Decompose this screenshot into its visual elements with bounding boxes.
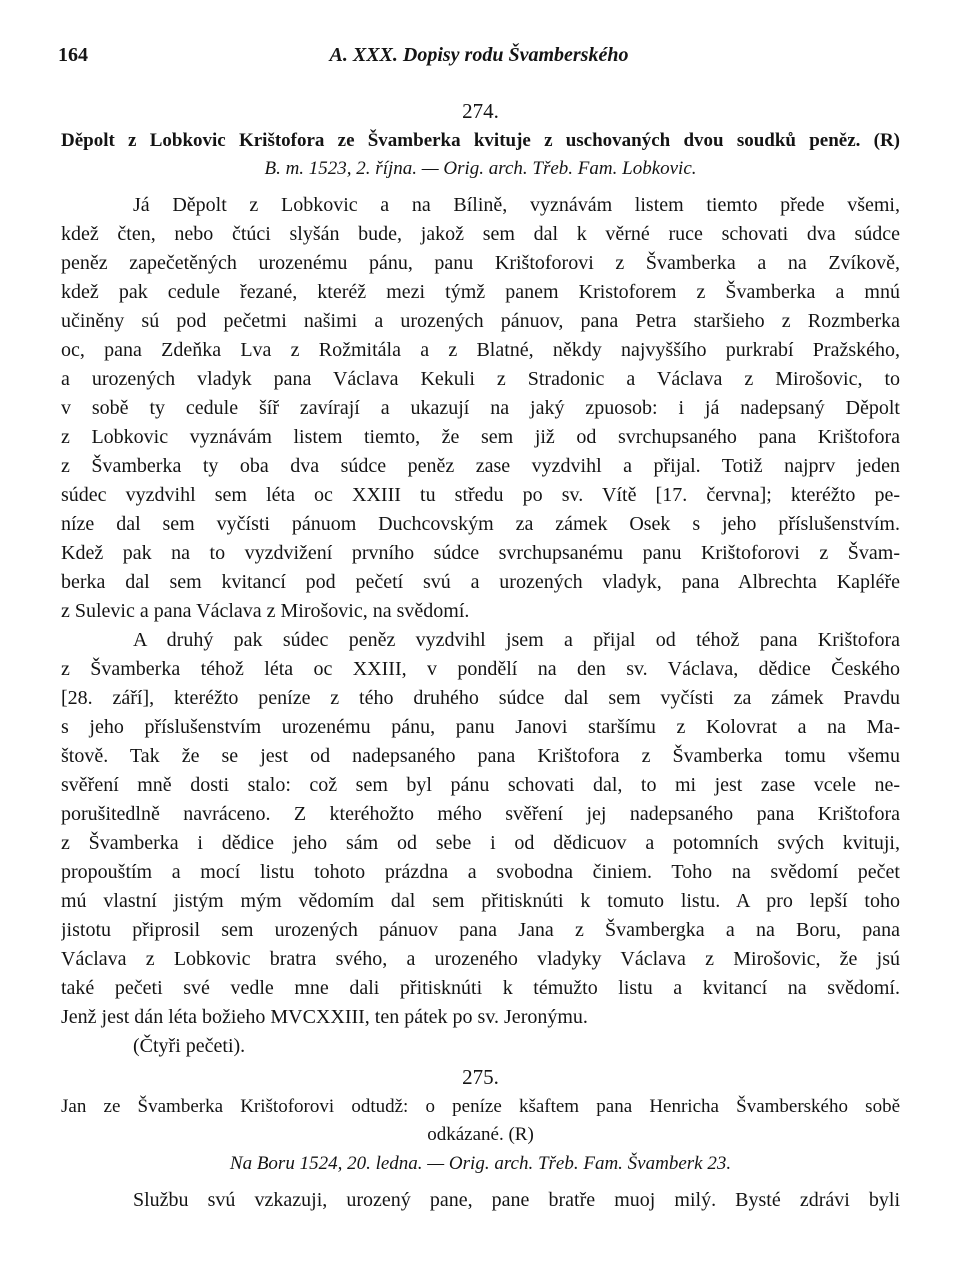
text-line: kdež čten, nebo čtúci slyšán bude, jakož sem dal k věrné ruce schovati dva súdce [61,223,900,245]
text-line: svěření mně dosti stalo: což sem byl pánu schovati dal, to mi jest zase vcele ne- [61,774,900,796]
page-number: 164 [58,44,88,66]
text-line: berka dal sem kvitancí pod pečetí svú a urozených vladyk, pana Albrechta Kapléře [61,571,900,593]
text-line: oc, pana Zdeňka Lva z Rožmitála a z Blatné, někdy najvyššího purkrabí Pražského, [61,339,900,361]
document-number-274: 274. [462,99,499,123]
text-line: s jeho příslušenstvím urozenému pánu, panu Janovi staršímu z Kolovrat a na Ma- [61,716,900,738]
text-line: z Lobkovic vyznávám listem tiemto, že sem již od svrchupsaného pana Krištofora [61,426,900,448]
text-line: Službu svú vzkazuji, urozený pane, pane bratře muoj milý. Bysté zdrávi byli [133,1189,900,1211]
seals-note: (Čtyři pečeti). [133,1035,246,1057]
text-line: z Švamberka téhož léta oc XXIII, v pondělí na den sv. Václava, dědice Českého [61,658,900,680]
text-line: [28. září], kteréžto peníze z tého druhého súdce dal sem vyčísti za zámek Pravdu [61,687,900,709]
regest-line: Děpolt z Lobkovic Krištofora ze Švamberka kvituje z uschovaných dvou soudků peněz. (R) [61,130,900,151]
text-line: a urozených vladyk pana Václava Kekuli z Stradonic a Václava z Mirošovic, to [61,368,900,390]
text-line: z Švamberka ty oba dva súdce peněz zase vyzdvihl a přijal. Totiž najprv jeden [61,455,900,477]
dating-line: B. m. 1523, 2. října. — Orig. arch. Třeb. Fam. Lobkovic. [264,158,697,179]
text-line: peněz zapečetěných urozenému pánu, panu Krištoforovi z Švamberka a na Zvíkově, [61,252,900,274]
text-line: jistotu připrosil sem urozených pánuov pana Jana z Švambergka a na Boru, pana [61,919,900,941]
text-line: z Sulevic a pana Václava z Mirošovic, na svědomí. [61,600,470,622]
regest-line: Jan ze Švamberka Krištoforovi odtudž: o peníze kšaftem pana Henricha Švamberského sobě [61,1096,900,1117]
dating-line: Na Boru 1524, 20. ledna. — Orig. arch. Třeb. Fam. Švamberk 23. [229,1153,732,1174]
running-title: A. XXX. Dopisy rodu Švamberského [329,44,629,66]
text-line: porušitedlně navráceno. Z kteréhožto mého svěření jej nadepsaného pana Krištofora [61,803,900,825]
running-head [58,44,900,74]
text-line: kdež pak cedule řezané, kteréž mezi týmž panem Kristoforem z Švamberka a mnú [61,281,900,303]
text-line: mú vlastní jistým mým vědomím dal sem přitisknúti k tomuto listu. A pro lepší toho [61,890,900,912]
text-line: Kdež pak na to vyzdvižení prvního súdce svrchupsanému panu Krištoforovi z Švam- [61,542,900,564]
text-line: propouštím a mocí listu tohoto prázdna a svobodna činiem. Toho na svědomí pečet [61,861,900,883]
text-line: štově. Tak že se jest od nadepsaného pana Krištofora z Švamberka tomu všemu [61,745,900,767]
text-line: Já Děpolt z Lobkovic a na Bílině, vyznávám listem tiemto přede všemi, [133,194,900,216]
text-line: učiněny sú pod pečetmi našimi a urozených pánuov, pana Petra staršieho z Rozmberka [61,310,900,332]
text-line: níze dal sem vyčísti pánuom Duchcovským za zámek Osek s jeho příslušenstvím. [61,513,900,535]
regest-line: odkázané. (R) [427,1124,534,1145]
text-line: v sobě ty cedule šíř zavírají a ukazují na jaký zpuosob: i já nadepsaný Děpolt [61,397,900,419]
text-line: také pečeti své vedle mne dali přitisknúti k témužto listu a kvitancí na svědomí. [61,977,900,999]
text-line: Jenž jest dán léta božieho MVCXXIII, ten pátek po sv. Jeronýmu. [61,1006,588,1028]
text-line: A druhý pak súdec peněz vyzdvihl jsem a přijal od téhož pana Krištofora [133,629,900,651]
text-line: Václava z Lobkovic bratra svého, a urozeného vladyky Václava z Mirošovic, že jsú [61,948,900,970]
text-line: súdec vyzdvihl sem léta oc XXIII tu středu po sv. Vítě [17. června]; kteréžto pe- [61,484,900,506]
text-line: z Švamberka i dědice jeho sám od sebe i od dědicuov a potomních svých kvituji, [61,832,900,854]
document-number-275: 275. [462,1065,499,1089]
